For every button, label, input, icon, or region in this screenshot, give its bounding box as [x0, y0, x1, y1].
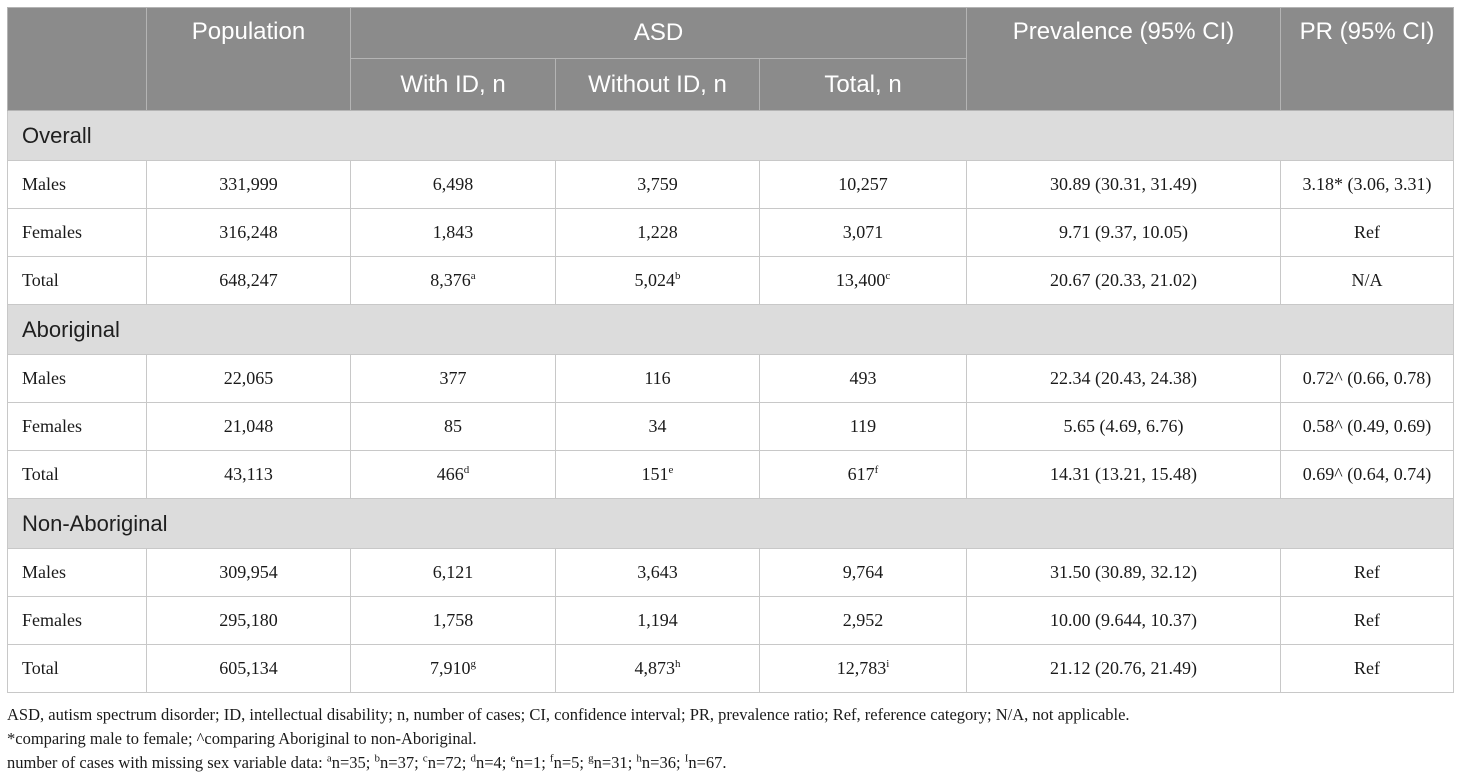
table-body [8, 111, 1454, 693]
cell-with-id-footnote-marker: a [470, 270, 476, 282]
cell-without-id-value: 151 [641, 464, 669, 484]
cell-pr-value: Ref [1354, 610, 1381, 630]
row-label [8, 597, 147, 645]
asd-prevalence-table [7, 7, 1454, 693]
footnote-missing [7, 751, 1453, 775]
footnote-separator: ; [501, 753, 511, 772]
cell-population [147, 209, 351, 257]
cell-with-id [351, 209, 556, 257]
footnote-marker: c [422, 752, 428, 765]
cell-total-value: 3,071 [842, 222, 884, 242]
cell-population [147, 355, 351, 403]
footnote-separator: ; [365, 753, 375, 772]
row-label-value: Total [22, 658, 59, 678]
cell-with-id-value: 6,121 [432, 562, 474, 582]
cell-prevalence [967, 645, 1281, 693]
footnote-separator: ; [414, 753, 423, 772]
cell-prevalence [967, 549, 1281, 597]
footnote-separator: ; [579, 753, 589, 772]
row-label-value: Total [22, 464, 59, 484]
footnote-count: n=72 [427, 753, 462, 772]
cell-population [147, 257, 351, 305]
cell-population-value: 21,048 [223, 416, 274, 436]
row-label-value: Females [22, 222, 82, 242]
footnote-separator: ; [461, 753, 471, 772]
footnote-count: n=37 [380, 753, 415, 772]
cell-total-value: 9,764 [842, 562, 884, 582]
cell-total [760, 209, 967, 257]
footnote-marker: d [470, 752, 476, 765]
cell-pr [1281, 355, 1454, 403]
cell-population-value: 331,999 [219, 174, 278, 194]
cell-without-id-value: 1,228 [637, 222, 678, 242]
section-title: Overall [8, 111, 1454, 161]
section-row [8, 305, 1454, 355]
cell-population-value: 43,113 [224, 464, 273, 484]
row-label-value: Total [22, 270, 59, 290]
row-label [8, 645, 147, 693]
cell-without-id [556, 451, 760, 499]
cell-pr [1281, 549, 1454, 597]
cell-pr [1281, 597, 1454, 645]
header-pr: PR (95% CI) [1281, 8, 1454, 111]
cell-without-id-value: 3,759 [637, 174, 678, 194]
cell-prevalence-value: 21.12 (20.76, 21.49) [1050, 658, 1198, 678]
footnote-marker: b [374, 752, 381, 765]
header-population: Population [147, 8, 351, 111]
cell-without-id [556, 209, 760, 257]
footnote-marker: e [510, 752, 516, 765]
cell-with-id-footnote-marker: g [470, 658, 476, 670]
cell-prevalence-value: 22.34 (20.43, 24.38) [1050, 368, 1198, 388]
cell-prevalence [967, 597, 1281, 645]
cell-total-value: 493 [849, 368, 877, 388]
footnote-count: n=5 [553, 753, 580, 772]
row-label [8, 209, 147, 257]
cell-population [147, 549, 351, 597]
section-row [8, 499, 1454, 549]
cell-population-value: 605,134 [219, 658, 278, 678]
cell-with-id [351, 549, 556, 597]
cell-population [147, 451, 351, 499]
footnote-marker: f [549, 752, 554, 765]
cell-total-value: 10,257 [838, 174, 888, 194]
footnote-abbreviations: ASD, autism spectrum disorder; ID, intellectual disability; n, number of cases; CI, confidence interval; PR, prevalence ratio; Ref, reference category; N/A, not applicable. [7, 705, 1130, 724]
cell-pr-value: Ref [1354, 222, 1381, 242]
cell-prevalence-value: 9.71 (9.37, 10.05) [1059, 222, 1189, 242]
cell-pr-value: 0.72^ (0.66, 0.78) [1302, 368, 1432, 388]
cell-total [760, 645, 967, 693]
cell-with-id-value: 6,498 [432, 174, 474, 194]
footnote-count: n=36 [641, 753, 676, 772]
cell-with-id-value: 1,843 [432, 222, 474, 242]
cell-with-id [351, 355, 556, 403]
cell-prevalence-value: 20.67 (20.33, 21.02) [1050, 270, 1198, 290]
footnote-separator: . [722, 753, 727, 772]
table-footnotes [7, 703, 1453, 775]
cell-without-id [556, 549, 760, 597]
cell-total [760, 257, 967, 305]
header-total: Total, n [760, 59, 967, 111]
cell-without-id [556, 257, 760, 305]
footnote-missing-list [327, 753, 727, 772]
cell-without-id-value: 4,873 [634, 658, 675, 678]
table-row [8, 451, 1454, 499]
cell-with-id [351, 645, 556, 693]
cell-pr [1281, 161, 1454, 209]
table-row [8, 403, 1454, 451]
cell-total-footnote-marker: f [874, 464, 879, 476]
header-blank-cell [8, 8, 147, 111]
row-label-value: Males [22, 562, 66, 582]
cell-pr-value: 0.69^ (0.64, 0.74) [1302, 464, 1432, 484]
footnote-separator: ; [627, 753, 637, 772]
table-row [8, 257, 1454, 305]
cell-total-value: 2,952 [842, 610, 884, 630]
cell-pr-value: Ref [1354, 658, 1381, 678]
footnote-count: n=35 [331, 753, 366, 772]
row-label-value: Females [22, 416, 82, 436]
cell-total-value: 617 [847, 464, 875, 484]
footnote-missing-intro: number of cases with missing sex variable data: [7, 753, 327, 772]
cell-prevalence-value: 14.31 (13.21, 15.48) [1050, 464, 1198, 484]
cell-pr [1281, 451, 1454, 499]
cell-pr [1281, 645, 1454, 693]
cell-prevalence [967, 403, 1281, 451]
cell-prevalence-value: 31.50 (30.89, 32.12) [1050, 562, 1198, 582]
table-row [8, 209, 1454, 257]
row-label-value: Males [22, 368, 66, 388]
table-row [8, 549, 1454, 597]
footnote-count: n=31 [593, 753, 628, 772]
row-label-value: Females [22, 610, 82, 630]
cell-prevalence [967, 257, 1281, 305]
section-title: Aboriginal [8, 305, 1454, 355]
cell-population-value: 316,248 [219, 222, 278, 242]
cell-total [760, 549, 967, 597]
cell-population [147, 403, 351, 451]
table-header [8, 8, 1454, 111]
cell-with-id [351, 257, 556, 305]
cell-without-id-value: 1,194 [637, 610, 678, 630]
cell-pr-value: N/A [1351, 270, 1383, 290]
footnote-marker: h [636, 752, 642, 765]
cell-population [147, 597, 351, 645]
cell-with-id-value: 377 [439, 368, 467, 388]
cell-without-id-value: 5,024 [634, 270, 675, 290]
footnote-marker: a [326, 752, 332, 765]
cell-pr [1281, 403, 1454, 451]
table-row [8, 645, 1454, 693]
cell-prevalence-value: 5.65 (4.69, 6.76) [1063, 416, 1184, 436]
cell-with-id-value: 8,376 [430, 270, 471, 290]
cell-prevalence [967, 161, 1281, 209]
cell-with-id-footnote-marker: d [463, 464, 470, 476]
cell-prevalence [967, 451, 1281, 499]
cell-without-id [556, 597, 760, 645]
cell-pr-value: Ref [1354, 562, 1381, 582]
cell-with-id [351, 161, 556, 209]
cell-total-value: 119 [849, 416, 877, 436]
cell-with-id [351, 403, 556, 451]
footnote-count: n=4 [475, 753, 502, 772]
table-row [8, 161, 1454, 209]
cell-total [760, 451, 967, 499]
row-label [8, 257, 147, 305]
cell-pr [1281, 257, 1454, 305]
cell-total [760, 403, 967, 451]
row-label [8, 451, 147, 499]
cell-prevalence [967, 355, 1281, 403]
cell-with-id [351, 597, 556, 645]
footnote-marker: I [684, 752, 689, 765]
row-label [8, 161, 147, 209]
cell-with-id-value: 1,758 [432, 610, 474, 630]
cell-population-value: 22,065 [223, 368, 274, 388]
row-label [8, 403, 147, 451]
row-label [8, 549, 147, 597]
cell-total [760, 597, 967, 645]
cell-pr-value: 0.58^ (0.49, 0.69) [1302, 416, 1432, 436]
footnote-count: n=1 [515, 753, 542, 772]
cell-without-id-footnote-marker: e [668, 464, 674, 476]
header-with-id: With ID, n [351, 59, 556, 111]
cell-without-id [556, 403, 760, 451]
header-asd: ASD [351, 8, 967, 59]
cell-total [760, 161, 967, 209]
footnote-comparisons: *comparing male to female; ^comparing Aboriginal to non-Aboriginal. [7, 729, 477, 748]
cell-without-id-value: 116 [644, 368, 671, 388]
cell-total-footnote-marker: c [885, 270, 891, 282]
cell-with-id-value: 466 [436, 464, 464, 484]
cell-population-value: 295,180 [219, 610, 278, 630]
cell-without-id-footnote-marker: b [675, 270, 681, 282]
header-without-id: Without ID, n [556, 59, 760, 111]
table-row [8, 597, 1454, 645]
footnote-separator: ; [675, 753, 685, 772]
cell-population [147, 161, 351, 209]
section-title: Non-Aboriginal [8, 499, 1454, 549]
section-row [8, 111, 1454, 161]
footnote-separator: ; [541, 753, 550, 772]
cell-without-id-footnote-marker: h [675, 658, 681, 670]
cell-without-id [556, 645, 760, 693]
cell-total-value: 13,400 [835, 270, 886, 290]
cell-with-id-value: 7,910 [430, 658, 471, 678]
cell-pr [1281, 209, 1454, 257]
cell-total-footnote-marker: i [886, 658, 890, 670]
cell-without-id [556, 161, 760, 209]
cell-without-id-value: 34 [648, 416, 667, 436]
cell-population [147, 645, 351, 693]
asd-prevalence-table-container [7, 7, 1453, 693]
footnote-marker: g [588, 752, 594, 765]
row-label [8, 355, 147, 403]
cell-with-id-value: 85 [444, 416, 462, 436]
row-label-value: Males [22, 174, 66, 194]
cell-with-id [351, 451, 556, 499]
cell-prevalence-value: 30.89 (30.31, 31.49) [1050, 174, 1198, 194]
cell-prevalence [967, 209, 1281, 257]
cell-pr-value: 3.18* (3.06, 3.31) [1302, 174, 1432, 194]
header-prevalence: Prevalence (95% CI) [967, 8, 1281, 111]
cell-population-value: 309,954 [219, 562, 278, 582]
cell-total [760, 355, 967, 403]
cell-without-id [556, 355, 760, 403]
table-row [8, 355, 1454, 403]
cell-population-value: 648,247 [219, 270, 278, 290]
cell-prevalence-value: 10.00 (9.644, 10.37) [1050, 610, 1198, 630]
cell-total-value: 12,783 [836, 658, 887, 678]
cell-without-id-value: 3,643 [637, 562, 678, 582]
footnote-count: n=67 [688, 753, 723, 772]
